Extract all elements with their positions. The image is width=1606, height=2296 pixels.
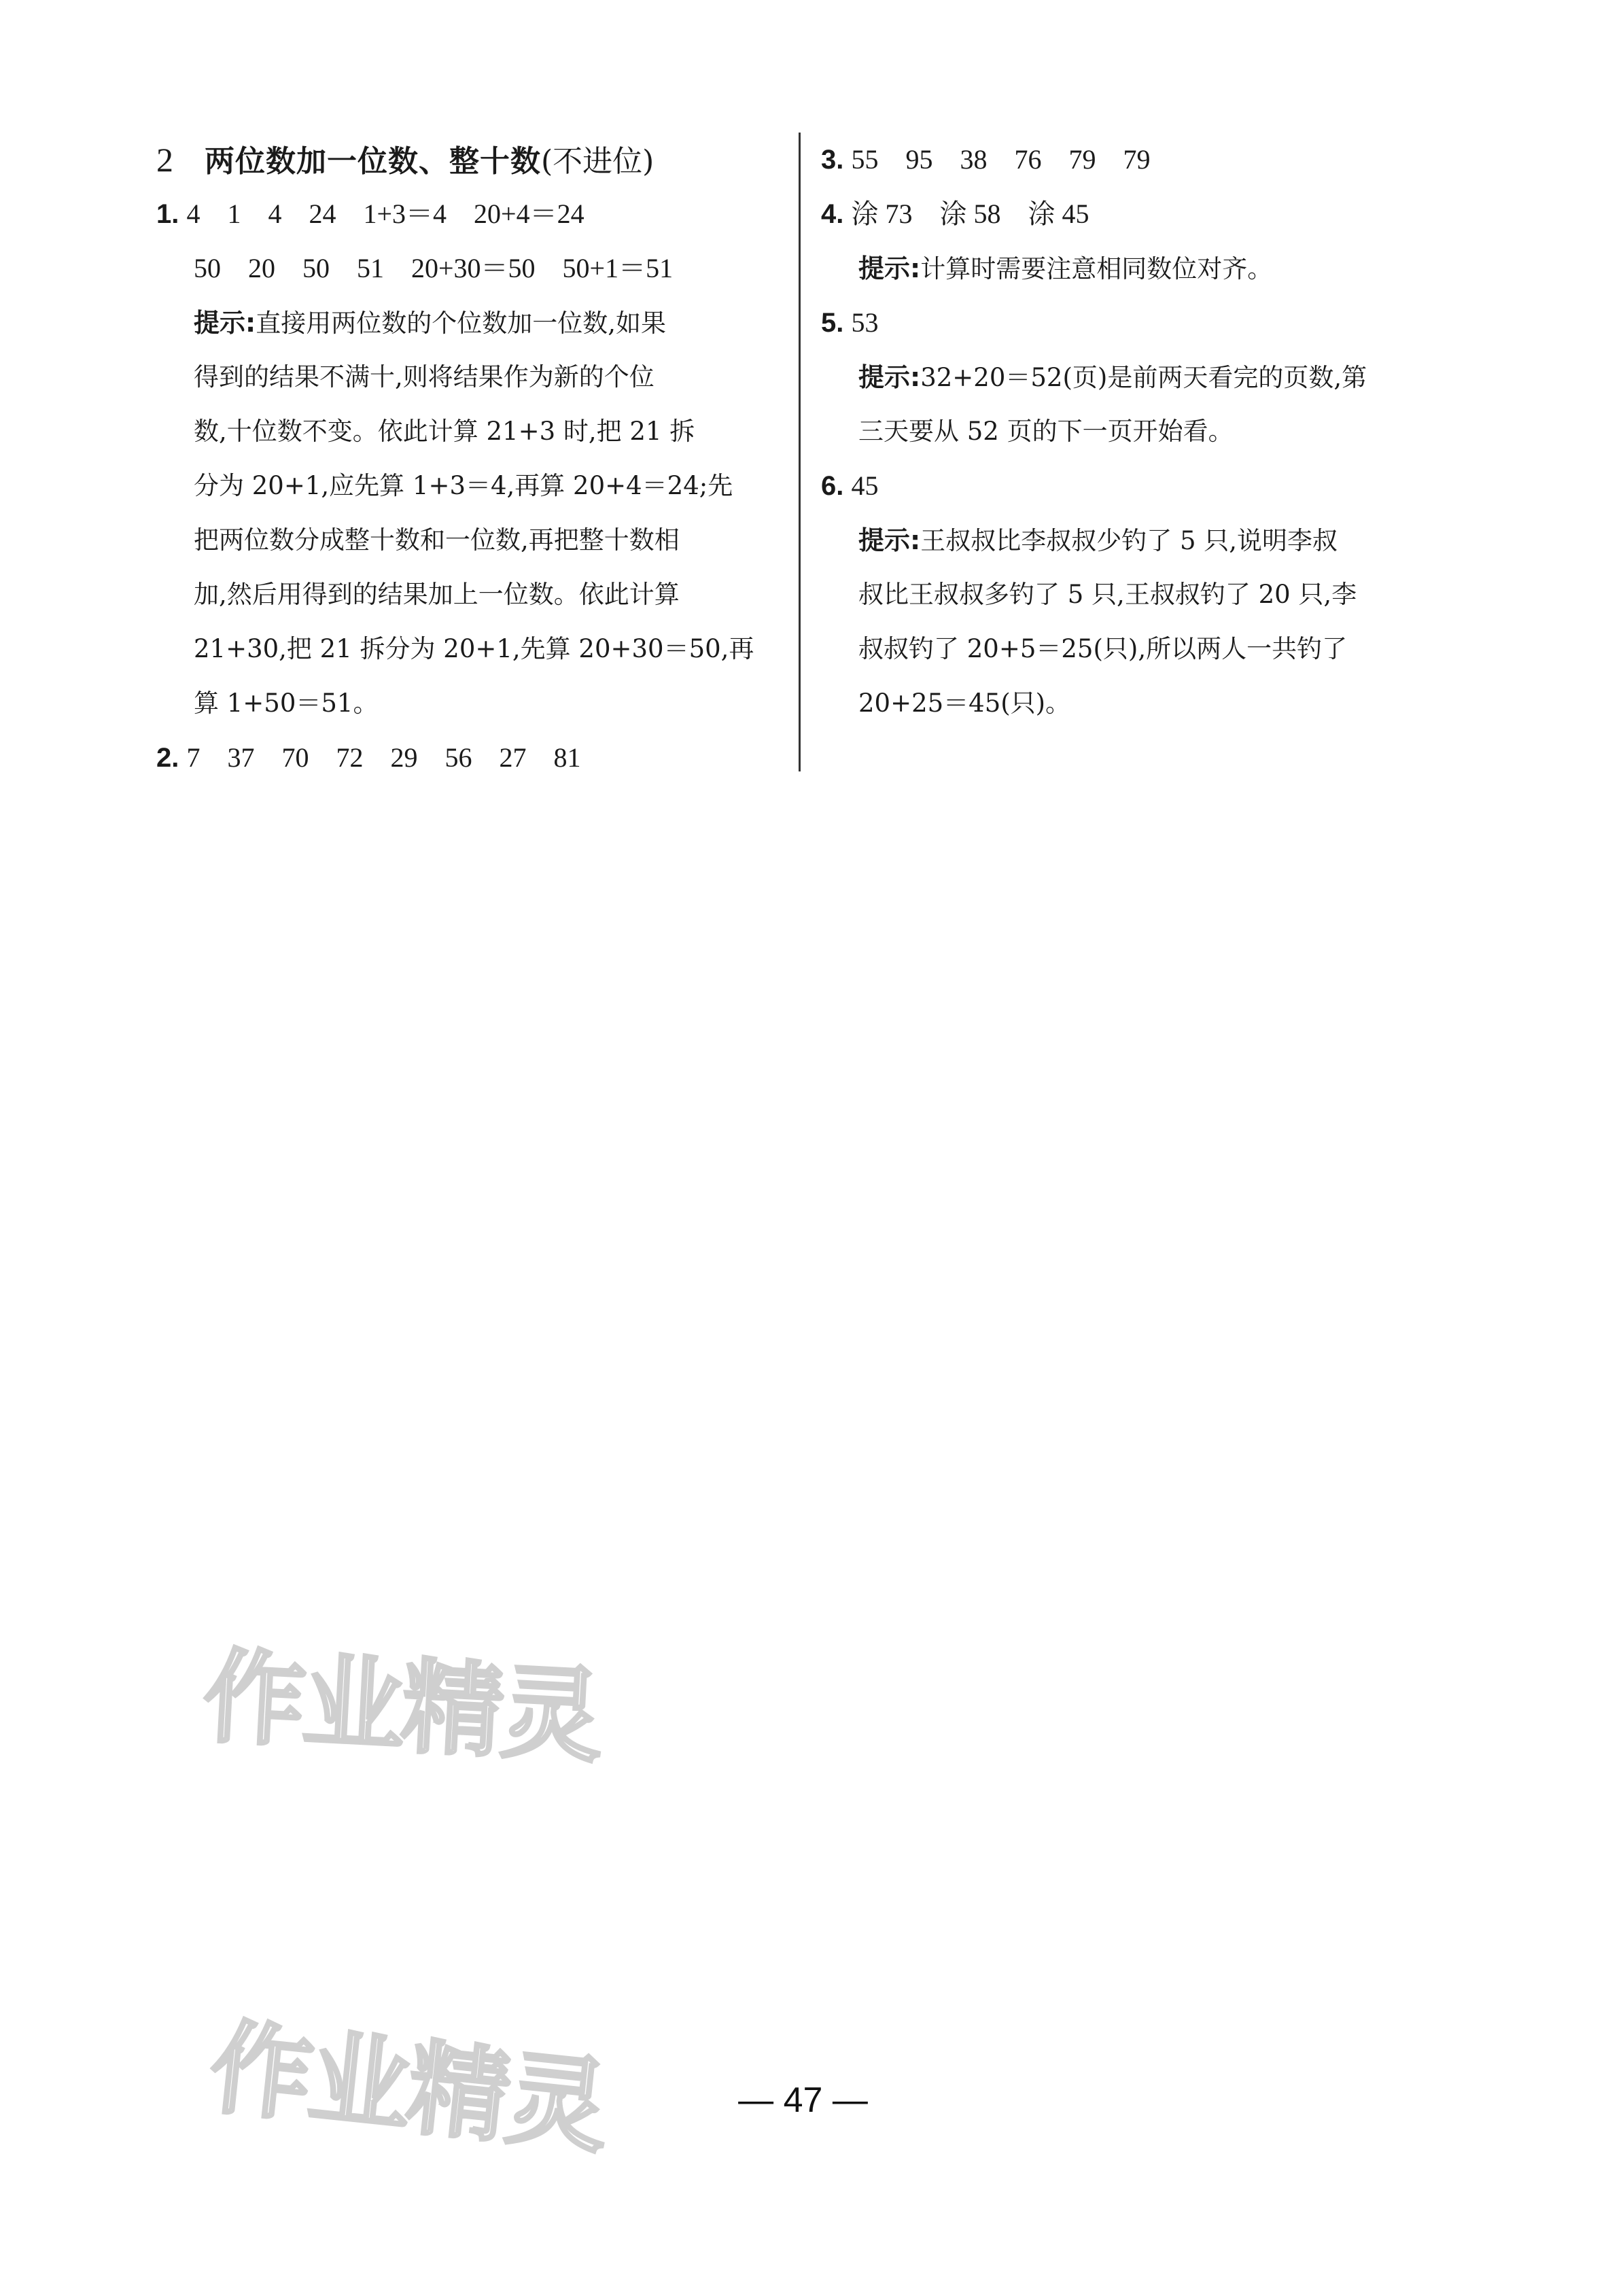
q6-hint-line: [821, 676, 1453, 731]
question-number: 4: [821, 199, 837, 229]
section-heading: [156, 133, 782, 187]
q1-hint-line: [156, 622, 782, 676]
hint-text: 叔比王叔叔多钓了 5 只,王叔叔钓了 20 只,李: [858, 580, 1357, 609]
column-divider: [799, 133, 801, 771]
hint-text: 王叔叔比李叔叔少钓了 5 只,说明李叔: [920, 526, 1338, 555]
q1-hint-line: [156, 459, 782, 513]
hint-label: 提示:: [858, 525, 921, 555]
q1-hint-line: [156, 676, 782, 731]
q5-hint-line: [821, 350, 1453, 404]
hint-text: 32+20＝52(页)是前两天看完的页数,第: [920, 363, 1367, 392]
q5-answers: 53: [851, 307, 879, 338]
section-number: 2: [156, 141, 173, 179]
question-number: 3: [821, 145, 837, 175]
right-column: [821, 133, 1453, 731]
watermark: 作业精灵: [205, 2008, 612, 2168]
question-number: 5: [821, 308, 837, 338]
q1-hint-line: [156, 513, 782, 568]
hint-label: 提示:: [194, 308, 256, 338]
q5-answer-line: 5. 53: [821, 307, 879, 338]
hint-text: 三天要从 52 页的下一页开始看。: [858, 417, 1234, 446]
q5-hint-line: [821, 404, 1453, 459]
q1-answer-line-2: [156, 241, 782, 296]
q6-hint-line: [821, 568, 1453, 622]
hint-text: 加,然后用得到的结果加上一位数。依此计算: [194, 580, 680, 609]
q6-answers: 45: [851, 470, 879, 501]
section-title-suffix: (不进位): [541, 144, 654, 179]
question-number: 6: [821, 471, 837, 501]
hint-text: 数,十位数不变。依此计算 21+3 时,把 21 拆: [194, 417, 695, 446]
hint-text: 计算时需要注意相同数位对齐。: [920, 254, 1273, 283]
q1-hint-line: [156, 568, 782, 622]
q6-hint-line: [821, 622, 1453, 676]
q3-answer-line: 3. 55 95 38 76 79 79: [821, 144, 1151, 175]
q4-hint-line: [821, 241, 1453, 296]
q6-answer-line: 6. 45: [821, 470, 879, 501]
q1-answers-cont: 50 20 50 51 20+30＝50 50+1＝51: [194, 253, 674, 283]
question-number: 2: [156, 743, 172, 773]
q1-answer-line-1: 1. 4 1 4 24 1+3＝4 20+4＝24: [156, 198, 584, 229]
hint-text: 直接用两位数的个位数加一位数,如果: [256, 309, 666, 338]
q1-hint-line: [156, 350, 782, 404]
hint-text: 分为 20+1,应先算 1+3＝4,再算 20+4＝24;先: [194, 471, 733, 500]
q4-answers: 涂 73 涂 58 涂 45: [851, 198, 1089, 229]
page-number: — 47 —: [738, 2081, 868, 2120]
watermark: 作业精灵: [200, 1637, 604, 1777]
hint-text: 得到的结果不满十,则将结果作为新的个位: [194, 362, 654, 392]
q1-hint-line: [156, 296, 782, 350]
q2-answer-line: 2. 7 37 70 72 29 56 27 81: [156, 742, 581, 773]
q4-answer-line: 4. 涂 73 涂 58 涂 45: [821, 198, 1089, 229]
question-number: 1: [156, 199, 172, 229]
q1-hint-line: [156, 404, 782, 459]
hint-label: 提示:: [858, 254, 921, 283]
hint-text: 叔叔钓了 20+5＝25(只),所以两人一共钓了: [858, 634, 1348, 663]
hint-text: 20+25＝45(只)。: [858, 689, 1071, 718]
q2-answers: 7 37 70 72 29 56 27 81: [186, 742, 581, 773]
q1-answers: 4 1 4 24 1+3＝4 20+4＝24: [186, 198, 584, 229]
left-column: [156, 133, 782, 785]
hint-text: 算 1+50＝51。: [194, 689, 379, 718]
q3-answers: 55 95 38 76 79 79: [851, 144, 1151, 175]
section-title: 两位数加一位数、整十数: [205, 144, 541, 179]
hint-label: 提示:: [858, 362, 921, 392]
q6-hint-line: [821, 513, 1453, 568]
hint-text: 21+30,把 21 拆分为 20+1,先算 20+30＝50,再: [194, 634, 754, 663]
hint-text: 把两位数分成整十数和一位数,再把整十数相: [194, 525, 680, 555]
